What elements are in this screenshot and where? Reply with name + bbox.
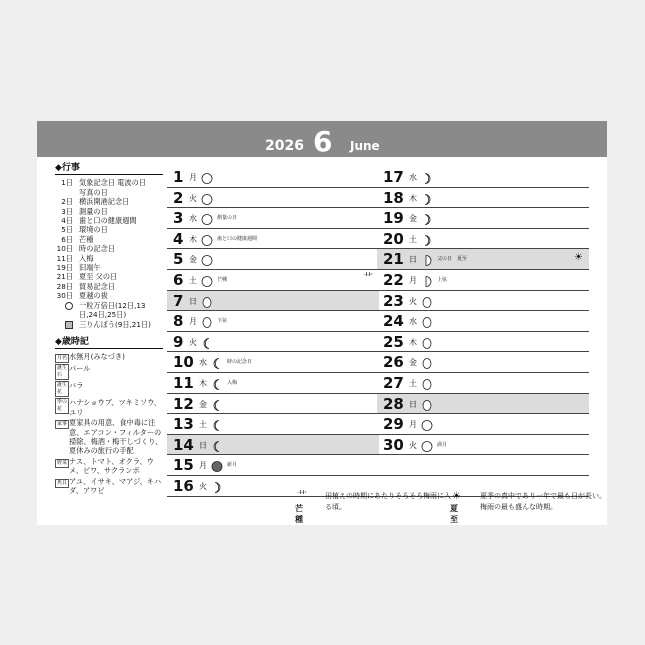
seasonal-row bbox=[55, 364, 163, 380]
weekday-label: 土 bbox=[409, 234, 417, 244]
moon-phase-icon bbox=[421, 314, 433, 333]
day-row bbox=[167, 414, 379, 435]
weekday-label: 月 bbox=[199, 461, 207, 471]
seasonal-text: 夏家具の用意、食中毒に注意、エアコン・フィルターの掃除、梅酒・梅干しづくり、夏休みの旅行の手配 bbox=[69, 418, 163, 456]
events-heading: ◆行事 bbox=[55, 164, 163, 175]
moon-phase-icon bbox=[421, 211, 433, 230]
day-note: 父の日 夏至 bbox=[437, 256, 468, 263]
event-row bbox=[55, 197, 163, 206]
year-label: 2026 bbox=[265, 138, 304, 154]
moon-phase-icon bbox=[421, 294, 433, 313]
day-note: 芒種 bbox=[217, 276, 228, 283]
seasonal-key-wrap bbox=[55, 477, 69, 496]
seasonal-key-wrap bbox=[55, 457, 69, 476]
day-note: 上弦 bbox=[437, 276, 448, 283]
day-row bbox=[167, 208, 379, 229]
day-row bbox=[167, 394, 379, 415]
moon-phase-icon bbox=[201, 170, 213, 189]
day-number: 2 bbox=[173, 188, 184, 207]
seasonal-key-wrap bbox=[55, 381, 69, 397]
seasonal-row bbox=[55, 418, 163, 456]
day-number: 11 bbox=[173, 373, 194, 392]
day-row bbox=[167, 455, 379, 476]
seasonal-key: 季の花 bbox=[57, 399, 68, 413]
day-note: 満月 bbox=[437, 441, 448, 448]
event-text: 写真の日 bbox=[79, 187, 108, 197]
moon-phase-icon bbox=[421, 417, 433, 436]
day-row bbox=[167, 311, 379, 332]
day-note: 歯と口の健康週間 bbox=[217, 235, 258, 242]
event-row bbox=[55, 272, 163, 281]
weekday-label: 水 bbox=[189, 214, 197, 224]
event-row bbox=[55, 254, 163, 263]
seasonal-text: ナス、トマト、オクラ、ウメ、ビワ、サクランボ bbox=[69, 456, 154, 476]
seasonal-key-wrap bbox=[55, 364, 69, 380]
weekday-label: 火 bbox=[189, 193, 197, 203]
day-row bbox=[377, 229, 589, 250]
event-day bbox=[55, 188, 79, 197]
seasonal-list bbox=[55, 352, 163, 495]
day-row bbox=[167, 435, 379, 456]
weekday-label: 水 bbox=[409, 317, 417, 327]
weekday-label: 水 bbox=[409, 173, 417, 182]
day-row bbox=[167, 291, 379, 312]
day-number: 17 bbox=[383, 168, 404, 186]
day-row bbox=[377, 291, 589, 312]
day-row bbox=[377, 394, 589, 415]
seasonal-key-wrap bbox=[55, 352, 69, 363]
day-number: 8 bbox=[173, 312, 184, 331]
day-number: 6 bbox=[173, 270, 184, 289]
seasonal-row bbox=[55, 381, 163, 397]
weekday-label: 日 bbox=[409, 399, 417, 409]
day-row bbox=[377, 270, 589, 291]
event-row bbox=[55, 235, 163, 244]
day-row bbox=[377, 208, 589, 229]
solar-term-name: 芒種 bbox=[295, 504, 303, 524]
day-number: 22 bbox=[383, 270, 404, 289]
moon-phase-icon bbox=[201, 273, 213, 292]
weekday-label: 金 bbox=[189, 255, 197, 265]
event-day: 21日 bbox=[56, 272, 73, 282]
moon-phase-icon bbox=[421, 438, 433, 457]
day-number: 29 bbox=[383, 415, 404, 434]
day-number: 23 bbox=[383, 291, 404, 310]
event-day: 11日 bbox=[56, 253, 73, 263]
weekday-label: 月 bbox=[189, 317, 197, 327]
day-row bbox=[167, 373, 379, 394]
solar-term-desc: 夏季の真中であり一年で最も日が長い。梅雨の最も盛んな時期。 bbox=[480, 492, 606, 511]
weekday-label: 土 bbox=[199, 420, 207, 430]
moon-phase-icon bbox=[211, 458, 223, 477]
moon-phase-icon bbox=[421, 232, 433, 251]
day-row bbox=[377, 311, 589, 332]
event-day: 2日 bbox=[61, 197, 73, 207]
days-column-1 bbox=[167, 167, 379, 497]
seasonal-heading: ◆歳時記 bbox=[55, 338, 163, 349]
weekday-label: 木 bbox=[189, 234, 197, 244]
moon-phase-icon bbox=[421, 170, 433, 189]
seasonal-row bbox=[55, 457, 163, 476]
weekday-label: 木 bbox=[409, 337, 417, 347]
event-text: 夏越の祓 bbox=[79, 291, 108, 301]
event-day: 6日 bbox=[61, 234, 73, 244]
square-mark-icon bbox=[55, 320, 79, 329]
event-text: 芒種 bbox=[79, 234, 94, 244]
weekday-label: 金 bbox=[409, 214, 417, 224]
seasonal-row bbox=[55, 352, 163, 363]
month-header bbox=[37, 121, 607, 157]
day-note: 新月 bbox=[227, 462, 238, 469]
day-row bbox=[377, 352, 589, 373]
weekday-label: 土 bbox=[409, 378, 417, 388]
moon-phase-icon bbox=[201, 191, 213, 210]
moon-phase-icon bbox=[421, 191, 433, 210]
weekday-label: 月 bbox=[409, 275, 417, 285]
day-number: 7 bbox=[173, 291, 184, 310]
circle-mark-icon bbox=[55, 301, 79, 320]
weekday-label: 木 bbox=[409, 193, 417, 203]
seasonal-text: バラ bbox=[69, 381, 84, 391]
seasonal-key: 誕生石 bbox=[57, 365, 68, 379]
solar-term-desc: 田植えの時期にあたりそろそろ梅雨に入る頃。 bbox=[325, 492, 451, 511]
day-number: 25 bbox=[383, 332, 404, 351]
seasonal-key: 魚貝 bbox=[57, 479, 68, 486]
day-row bbox=[167, 188, 379, 209]
day-number: 9 bbox=[173, 332, 184, 351]
event-row bbox=[55, 188, 163, 197]
solar-term-icon: ⺾ bbox=[363, 272, 373, 284]
day-note: 測量の日 bbox=[217, 215, 238, 222]
day-row bbox=[377, 373, 589, 394]
day-number: 12 bbox=[173, 394, 194, 413]
day-number: 10 bbox=[173, 353, 194, 372]
moon-phase-icon bbox=[421, 273, 433, 292]
weekday-label: 火 bbox=[409, 440, 417, 450]
event-row bbox=[55, 282, 163, 291]
day-number: 27 bbox=[383, 373, 404, 392]
moon-phase-icon bbox=[211, 417, 223, 436]
event-text: 横浜開港記念日 bbox=[79, 197, 130, 207]
day-number: 13 bbox=[173, 415, 194, 434]
weekday-label: 火 bbox=[189, 337, 197, 347]
event-day: 1日 bbox=[61, 178, 73, 188]
day-row bbox=[377, 188, 589, 209]
event-day: 4日 bbox=[61, 216, 73, 226]
seasonal-key: 家事 bbox=[57, 421, 68, 428]
weekday-label: 月 bbox=[409, 420, 417, 430]
event-text: 貿易記念日 bbox=[79, 281, 115, 291]
day-row bbox=[167, 332, 379, 353]
event-row bbox=[55, 178, 163, 187]
weekday-label: 日 bbox=[189, 296, 197, 306]
event-day: 28日 bbox=[56, 281, 73, 291]
seasonal-key: 月名 bbox=[57, 355, 68, 362]
moon-phase-icon bbox=[201, 294, 213, 313]
marker-notes bbox=[55, 301, 163, 329]
weekday-label: 日 bbox=[199, 440, 207, 450]
day-row bbox=[377, 167, 589, 188]
moon-phase-icon bbox=[201, 252, 213, 271]
moon-phase-icon bbox=[201, 211, 213, 230]
seasonal-text: ハナショウブ、ツキミソウ、ユリ bbox=[69, 398, 161, 417]
weekday-label: 月 bbox=[189, 173, 197, 182]
events-list bbox=[55, 178, 163, 300]
day-number: 16 bbox=[173, 476, 194, 495]
day-number: 24 bbox=[383, 312, 404, 331]
event-text: 夏至 父の日 bbox=[79, 272, 118, 282]
event-row bbox=[55, 263, 163, 272]
moon-phase-icon bbox=[201, 232, 213, 251]
day-number: 5 bbox=[173, 250, 184, 269]
day-number: 15 bbox=[173, 456, 194, 475]
seasonal-key-wrap bbox=[55, 418, 69, 456]
weekday-label: 木 bbox=[199, 378, 207, 388]
event-day: 19日 bbox=[56, 263, 73, 273]
event-row bbox=[55, 207, 163, 216]
seasonal-row bbox=[55, 398, 163, 417]
day-row bbox=[167, 352, 379, 373]
event-day: 10日 bbox=[56, 244, 73, 254]
event-row bbox=[55, 225, 163, 234]
day-number: 4 bbox=[173, 229, 184, 248]
moon-phase-icon bbox=[211, 397, 223, 416]
weekday-label: 金 bbox=[199, 399, 207, 409]
event-day: 5日 bbox=[61, 225, 73, 235]
event-text: 環境の日 bbox=[79, 225, 108, 235]
event-row bbox=[55, 244, 163, 253]
marker-note-text: 一粒万倍日(12日,13日,24日,25日) bbox=[79, 300, 146, 320]
day-number: 19 bbox=[383, 209, 404, 228]
month-number: 6 bbox=[313, 125, 333, 158]
calendar-sheet bbox=[37, 121, 607, 525]
solar-term-symbol-icon: ☀ bbox=[452, 491, 461, 502]
weekday-label: 金 bbox=[409, 358, 417, 368]
day-note: 下弦 bbox=[217, 318, 228, 325]
day-number: 14 bbox=[173, 435, 194, 454]
weekday-label: 火 bbox=[409, 296, 417, 306]
moon-phase-icon bbox=[421, 355, 433, 374]
moon-phase-icon bbox=[201, 335, 213, 354]
day-row bbox=[167, 167, 379, 188]
marker-note-text: 三りんぼう(9日,21日) bbox=[79, 319, 151, 329]
event-text: 時の記念日 bbox=[79, 244, 115, 254]
day-number: 26 bbox=[383, 353, 404, 372]
weekday-label: 水 bbox=[199, 358, 207, 368]
seasonal-row bbox=[55, 477, 163, 496]
day-row bbox=[377, 414, 589, 435]
day-number: 18 bbox=[383, 188, 404, 207]
day-row bbox=[167, 270, 379, 291]
event-text: 入梅 bbox=[79, 253, 94, 263]
weekday-label: 日 bbox=[409, 255, 417, 265]
day-number: 30 bbox=[383, 435, 404, 454]
marker-note bbox=[55, 301, 163, 320]
info-panel bbox=[55, 164, 163, 496]
day-number: 3 bbox=[173, 209, 184, 228]
day-row bbox=[377, 435, 589, 456]
seasonal-text: アユ、イサキ、マアジ、キハダ、アワビ bbox=[69, 476, 162, 495]
solar-term-name: 夏至 bbox=[450, 504, 458, 524]
moon-phase-icon bbox=[421, 335, 433, 354]
day-note: 時の記念日 bbox=[227, 359, 253, 366]
seasonal-key-wrap bbox=[55, 398, 69, 417]
day-row bbox=[167, 249, 379, 270]
moon-phase-icon bbox=[421, 397, 433, 416]
weekday-label: 土 bbox=[189, 275, 197, 285]
day-number: 1 bbox=[173, 168, 184, 186]
day-row bbox=[377, 455, 589, 476]
day-row bbox=[377, 249, 589, 270]
day-row bbox=[377, 332, 589, 353]
day-number: 28 bbox=[383, 394, 404, 413]
seasonal-text: パール bbox=[69, 364, 91, 374]
event-text: 気象記念日 電波の日 bbox=[79, 178, 146, 188]
moon-phase-icon bbox=[211, 438, 223, 457]
moon-phase-icon bbox=[421, 252, 433, 271]
seasonal-text: 水無月(みなづき) bbox=[69, 352, 125, 362]
event-day: 30日 bbox=[56, 291, 73, 301]
month-name: June bbox=[350, 139, 380, 153]
seasonal-key: 野菜 bbox=[57, 459, 68, 466]
moon-phase-icon bbox=[421, 376, 433, 395]
day-note: 入梅 bbox=[227, 379, 238, 386]
event-text: 旧端午 bbox=[79, 263, 101, 273]
event-day: 3日 bbox=[61, 206, 73, 216]
moon-phase-icon bbox=[211, 355, 223, 374]
days-column-2 bbox=[377, 167, 589, 497]
solar-term-symbol-icon: ⺾ bbox=[297, 491, 307, 502]
weekday-label: 火 bbox=[199, 481, 207, 491]
event-row bbox=[55, 291, 163, 300]
solar-term-icon: ☀ bbox=[574, 252, 583, 264]
moon-phase-icon bbox=[201, 314, 213, 333]
day-number: 20 bbox=[383, 229, 404, 248]
marker-note bbox=[55, 320, 163, 329]
day-number: 21 bbox=[383, 250, 404, 269]
event-text: 測量の日 bbox=[79, 206, 108, 216]
event-text: 歯と口の健康週間 bbox=[79, 216, 137, 226]
seasonal-key: 誕生花 bbox=[57, 382, 68, 396]
moon-phase-icon bbox=[211, 479, 223, 498]
moon-phase-icon bbox=[211, 376, 223, 395]
event-row bbox=[55, 216, 163, 225]
day-row bbox=[167, 229, 379, 250]
